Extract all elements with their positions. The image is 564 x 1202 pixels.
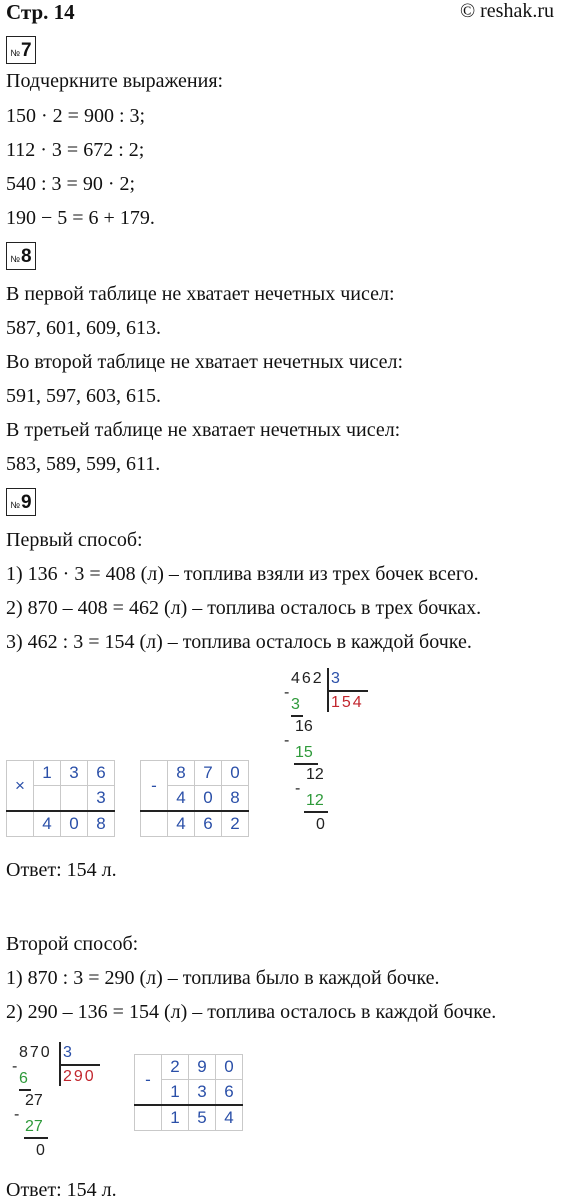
dividend: 462 <box>291 670 324 687</box>
division-step: 12 <box>306 766 324 783</box>
grid-cell: 0 <box>222 761 249 786</box>
page-number: Стр. 14 <box>6 0 75 24</box>
grid-cell: 4 <box>216 1105 243 1131</box>
task-badge-9 <box>6 488 36 516</box>
grid-cell: 0 <box>195 786 222 812</box>
operation-sign: - <box>135 1055 162 1106</box>
operation-sign: × <box>7 761 34 812</box>
method2-line: 2) 290 – 136 = 154 (л) – топлива осталось в каждой бочке. <box>6 1001 497 1023</box>
method2-line: Второй способ: <box>6 933 139 955</box>
method1-line: 3) 462 : 3 = 154 (л) – топлива осталось в каждой бочке. <box>6 631 472 653</box>
task-number: 9 <box>21 492 32 513</box>
division-step: 0 <box>36 1142 45 1159</box>
grid-cell: 2 <box>162 1055 189 1080</box>
division-step: 15 <box>295 744 313 761</box>
answer-2: Ответ: 154 л. <box>6 1179 117 1201</box>
divisor: 3 <box>63 1044 72 1061</box>
division-step: 12 <box>306 792 324 809</box>
grid-cell: 4 <box>168 786 195 812</box>
grid-cell: 5 <box>189 1105 216 1131</box>
grid-cell <box>141 811 168 837</box>
task8-line: 583, 589, 599, 611. <box>6 453 161 475</box>
task-badge-8 <box>6 242 36 270</box>
grid-cell: 8 <box>168 761 195 786</box>
grid-cell <box>61 786 88 812</box>
task8-line: Во второй таблице не хватает нечетных чисел: <box>6 351 404 373</box>
subtraction-grid-1 <box>140 760 249 837</box>
task7-line: 150 · 2 = 900 : 3; <box>6 105 146 127</box>
grid-cell: 1 <box>162 1105 189 1131</box>
dividend: 870 <box>19 1044 52 1061</box>
grid-cell: 1 <box>34 761 61 786</box>
method2-line: 1) 870 : 3 = 290 (л) – топлива было в каждой бочке. <box>6 967 440 989</box>
division-step: 0 <box>316 816 325 833</box>
grid-cell: 6 <box>216 1080 243 1106</box>
task-number: 8 <box>21 246 32 267</box>
grid-cell: 3 <box>189 1080 216 1106</box>
division-step: 27 <box>25 1092 43 1109</box>
task7-line: 540 : 3 = 90 · 2; <box>6 173 136 195</box>
grid-cell: 6 <box>88 761 115 786</box>
subtraction-grid-2 <box>134 1054 243 1131</box>
grid-cell: 3 <box>88 786 115 812</box>
grid-cell: 6 <box>195 811 222 837</box>
grid-cell: 0 <box>61 811 88 837</box>
method1-line: Первый способ: <box>6 529 143 551</box>
grid-cell: 1 <box>162 1080 189 1106</box>
method1-line: 2) 870 – 408 = 462 (л) – топлива осталось в трех бочках. <box>6 597 482 619</box>
grid-cell <box>34 786 61 812</box>
grid-cell: 9 <box>189 1055 216 1080</box>
division-step: 6 <box>19 1070 28 1087</box>
grid-cell: 0 <box>216 1055 243 1080</box>
operation-sign: - <box>141 761 168 812</box>
grid-cell: 4 <box>34 811 61 837</box>
quotient: 290 <box>63 1068 96 1085</box>
division-step: 27 <box>25 1118 43 1135</box>
site-credit: © reshak.ru <box>459 0 554 22</box>
grid-cell <box>7 811 34 837</box>
answer-1: Ответ: 154 л. <box>6 859 117 881</box>
multiplication-grid <box>6 760 115 837</box>
grid-cell: 2 <box>222 811 249 837</box>
division-step: 16 <box>295 718 313 735</box>
number-sign: № <box>10 500 21 510</box>
task-badge-7 <box>6 36 36 64</box>
quotient: 154 <box>331 694 364 711</box>
method1-line: 1) 136 · 3 = 408 (л) – топлива взяли из трех бочек всего. <box>6 563 479 585</box>
number-sign: № <box>10 254 21 264</box>
grid-cell: 8 <box>88 811 115 837</box>
task7-line: 112 · 3 = 672 : 2; <box>6 139 145 161</box>
grid-cell <box>135 1105 162 1131</box>
task8-line: 591, 597, 603, 615. <box>6 385 161 407</box>
task7-line: 190 − 5 = 6 + 179. <box>6 207 155 229</box>
task8-line: 587, 601, 609, 613. <box>6 317 161 339</box>
task8-line: В третьей таблице не хватает нечетных чисел: <box>6 419 401 441</box>
division-step: 3 <box>291 696 300 713</box>
task-number: 7 <box>21 40 32 61</box>
grid-cell: 8 <box>222 786 249 812</box>
task8-line: В первой таблице не хватает нечетных чисел: <box>6 283 395 305</box>
number-sign: № <box>10 48 21 58</box>
grid-cell: 3 <box>61 761 88 786</box>
grid-cell: 4 <box>168 811 195 837</box>
task7-line: Подчеркните выражения: <box>6 70 224 92</box>
divisor: 3 <box>331 670 340 687</box>
grid-cell: 7 <box>195 761 222 786</box>
